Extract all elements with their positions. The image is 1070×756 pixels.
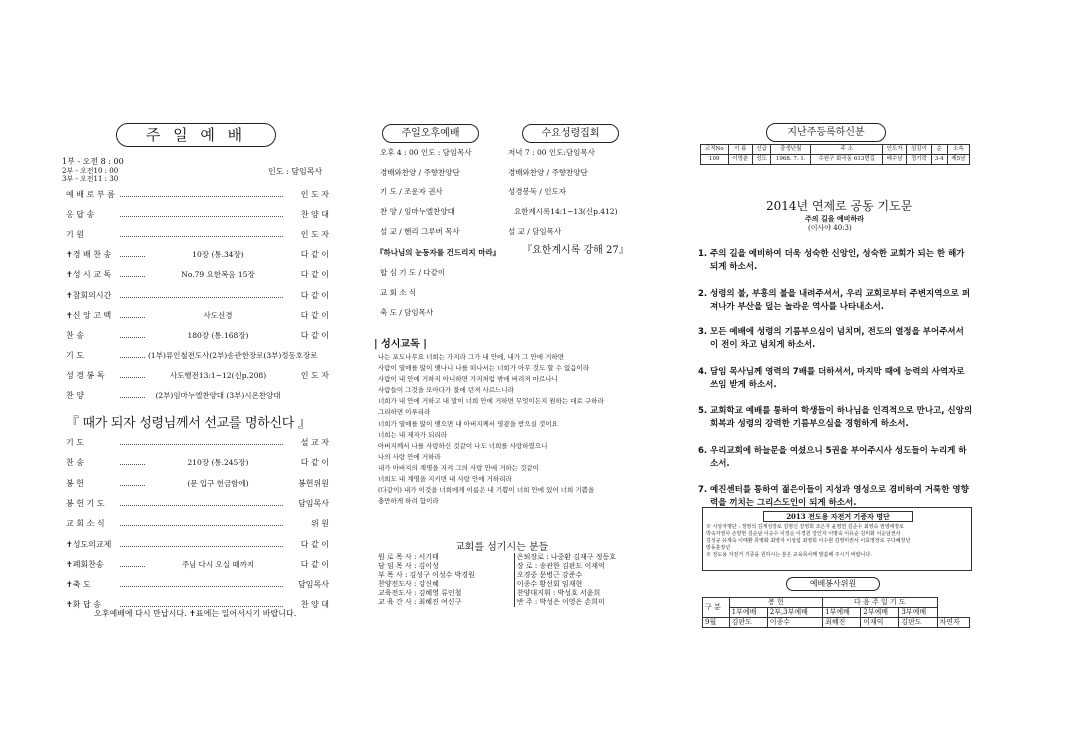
order-role: 인 도 자 — [300, 370, 329, 380]
prayer-text: 우리교회에 하늘문을 여셨으니 5권을 부어주시사 성도들이 누리게 하소서. — [710, 446, 967, 469]
order-label: 예 배 로 부 름 — [66, 190, 115, 199]
registrants-cell: 3-4 — [931, 155, 947, 165]
afternoon-row2: 축 도 / 담임목사 — [380, 308, 434, 317]
registrants-header-cell: 출생년월 — [771, 145, 811, 155]
order-row — [66, 269, 329, 281]
servers-row — [376, 589, 656, 598]
order-label: 찬 송 — [66, 330, 84, 340]
reading-line: 나는 포도나무요 너희는 가지라 그가 내 안에, 내가 그 안에 거하면 — [378, 353, 564, 361]
service-sub: 2부,3부예배 — [767, 608, 822, 618]
order-label: ✝폐회찬송 — [66, 559, 104, 569]
order-label: 봉 헌 기 도 — [66, 498, 105, 508]
registrants-cell: 1968. 7. 1. — [771, 155, 811, 165]
order-row — [66, 310, 329, 322]
order-row — [66, 209, 329, 221]
service-sub: 1부예배 — [823, 608, 861, 618]
prayer-text: 성령의 불, 부흥의 불을 내려주셔서, 우리 교회로부터 주변지역으로 퍼져나가 부산을 덮는 놀라운 역사를 나타내소서. — [710, 289, 971, 312]
prayer-number: 2. — [698, 289, 708, 299]
servers-cell: 담 임 목 사 : 김이성 — [376, 562, 514, 571]
prayer-item — [698, 366, 973, 392]
order-label: 기 도 — [66, 438, 84, 447]
registrants-header-cell: 인도자 — [882, 145, 906, 155]
order-label: 봉 헌 — [66, 478, 84, 488]
honor-line: 방동훈장년 — [706, 545, 731, 551]
order-detail: (문 입구 헌금함에) — [146, 478, 290, 489]
prayer-item — [698, 326, 973, 352]
servers-table — [376, 553, 656, 607]
prayer-number: 3. — [698, 327, 708, 337]
order-detail: (2부)임마누엘찬양대 (3부)시온찬양대 — [146, 390, 290, 401]
order-role: 봉헌위원 — [298, 478, 329, 488]
registrants-title: 지난주등록하신분 — [766, 123, 886, 142]
afternoon-row2: 교 회 소 식 — [380, 288, 417, 297]
leader-dots — [120, 505, 283, 506]
wednesday-time: 저녁 7 : 00 인도:담임목사 — [508, 148, 595, 157]
order-label: ✝참회의시간 — [66, 290, 112, 300]
order-row — [66, 518, 329, 530]
order-label: ✝성도의교제 — [66, 539, 112, 549]
servers-cell: 오경중 문병근 강준수 — [514, 571, 656, 580]
service-cell: 김판도 — [899, 618, 937, 628]
registrants-header-cell: 주 소 — [811, 145, 882, 155]
afternoon-row: 경배와찬양 / 주향찬양단 — [380, 168, 460, 177]
service-header-offering: 봉 헌 — [729, 598, 823, 608]
prayer-text: 담임 목사님께 영력의 7배를 더하셔서, 마지막 때에 능력의 사역자로 쓰임 받게 하소서. — [710, 367, 965, 390]
order-label: 찬 송 — [66, 458, 84, 468]
order-row — [66, 350, 329, 362]
honor-title: 2013 전도용 자전거 기증자 명단 — [763, 511, 913, 522]
leader-dots — [120, 297, 283, 298]
order-role: 다 같 이 — [300, 250, 329, 260]
servers-row — [376, 580, 656, 589]
reading-line: 나의 사랑 안에 거하라 — [378, 452, 441, 461]
reading-line: 아버지께서 나를 사랑하신 것같이 나도 너희를 사랑하였으니 — [378, 441, 548, 450]
servers-cell: 교 육 간 사 : 최혜진 여신구 — [376, 598, 514, 607]
prayer-item — [698, 248, 973, 274]
servers-cell: 은퇴장로 : 나중환 김재구 정동호 — [514, 553, 656, 562]
servers-cell: 장 로 : 송관한 김판도 이재억 — [514, 562, 656, 571]
prayer-number: 7. — [698, 485, 708, 495]
afternoon-time: 오후 4 : 00 인도 : 담임목사 — [380, 148, 472, 157]
order-row — [66, 539, 329, 551]
wednesday-row: 설 교 / 담임목사 — [508, 227, 562, 236]
service-committee-table — [702, 597, 970, 628]
order-role: 다 같 이 — [300, 539, 329, 549]
order-row — [66, 229, 329, 241]
reading-line: 사람이 열매를 많이 맺나니 나를 떠나서는 너희가 아무 것도 할 수 없음이라 — [378, 364, 590, 373]
registrants-cell: 배수남 — [882, 155, 906, 165]
reading-line: 그리하면 이루리라 — [378, 408, 431, 417]
order-detail: 10장 (통.34장) — [146, 249, 290, 260]
service-sub: 1부예배 — [729, 608, 767, 618]
prayer-number: 1. — [698, 249, 708, 259]
leader-dots — [120, 546, 283, 547]
left-footer: 오후예배에 다시 만납시다. ✝표에는 일어서시기 바랍니다. — [94, 609, 297, 618]
order-label: 성 경 봉 독 — [66, 370, 105, 380]
order-role: 찬 양 대 — [300, 210, 329, 220]
reading-line: 내가 아버지의 계명을 지켜 그의 사랑 안에 거하는 것같이 — [378, 463, 539, 472]
registrants-header-cell: 순 — [931, 145, 947, 155]
service-cell: 이종수 — [767, 618, 822, 628]
order-label: 찬 양 — [66, 391, 84, 400]
prayer-item — [698, 288, 973, 314]
servers-row — [376, 553, 656, 562]
prayer-reference: (이사야 40:3) — [808, 224, 852, 232]
leader-dots — [120, 606, 283, 607]
order-row — [66, 437, 329, 449]
leader-dots — [120, 586, 283, 587]
service-cell: 이재익 — [861, 618, 899, 628]
service-committee-title: 예배봉사위원 — [786, 577, 880, 591]
service-month: 9월 — [703, 618, 730, 628]
wednesday-row: 성경봉독 / 인도자 — [508, 187, 567, 196]
leader-dots — [120, 525, 283, 526]
order-role: 다 같 이 — [300, 290, 329, 300]
order-detail: (1부)류인철전도사(2부)송관한장로(3부)정동호장로 — [148, 350, 318, 360]
prayer-text: 주의 길을 예비하여 더욱 성숙한 신앙인, 성숙한 교회가 되는 한 해가 되게 하소서. — [710, 249, 965, 272]
order-label: 기 도 — [66, 350, 84, 360]
prayer-number: 4. — [698, 367, 708, 377]
servers-title: 교회를 섬기시는 분들 — [455, 542, 549, 553]
leader-dots — [120, 444, 283, 445]
order-role: 인 도 자 — [300, 230, 329, 240]
order-detail: 사도신경 — [146, 310, 290, 321]
sermon-title: 『 때가 되자 성령님께서 선교를 명하신다 』 — [66, 416, 311, 431]
order-row — [66, 579, 329, 591]
registrants-table — [700, 144, 970, 165]
order-row — [66, 498, 329, 510]
order-role: 다 같 이 — [300, 559, 329, 569]
service-time-1: 1부 - 오전 8 : 00 — [62, 157, 124, 166]
order-role: 인 도 자 — [300, 190, 329, 199]
order-role: 다 같 이 — [300, 330, 329, 340]
order-role: 위 원 — [311, 519, 329, 529]
order-role: 다 같 이 — [300, 458, 329, 468]
registrants-cell: 제5남 — [947, 155, 969, 165]
afternoon-row2: 합 심 기 도 / 다같이 — [380, 268, 446, 277]
order-row — [66, 457, 329, 469]
order-row — [66, 189, 329, 201]
servers-row — [376, 571, 656, 580]
afternoon-sermon: 『하나님의 눈동자를 건드리지 마라』 — [376, 248, 501, 257]
wednesday-row: 요한계시록14:1~13(신p.412) — [514, 207, 618, 216]
order-row — [66, 370, 329, 382]
reading-line: 사람들이 그것을 모아다가 불에 던져 사르느니라 — [378, 386, 514, 395]
order-role: 설 교 자 — [300, 438, 329, 447]
service-sub: 2부예배 — [861, 608, 899, 618]
leader-dots — [120, 216, 283, 217]
order-role: 담임목사 — [298, 498, 329, 508]
afternoon-row: 기 도 / 조운자 권사 — [380, 187, 443, 196]
service-time-3: 3부 - 오전11 : 30 — [62, 175, 119, 183]
service-times — [62, 157, 124, 183]
order-role: 다 같 이 — [300, 310, 329, 320]
service-cell: 김판도 — [729, 618, 767, 628]
registrants-header-cell: 교적No — [701, 145, 729, 155]
servers-cell: 찬양전도사 : 강신혜 — [376, 580, 514, 589]
wednesday-row: 경배와찬양 / 주향찬양단 — [508, 168, 588, 177]
order-row — [66, 559, 329, 571]
order-row — [66, 330, 329, 342]
honor-line: ※ 전도용 자전거 기증을 원하시는 분은 교육목사께 말씀해 주시기 바랍니다. — [706, 552, 872, 558]
prayer-text: 교회학교 예배를 통하여 학생들이 하나님을 인격적으로 만나고, 신앙의 회복과 성령의 강력한 기름부으심을 경험하게 하소서. — [710, 406, 973, 429]
order-detail: 180장 (통.168장) — [146, 330, 290, 341]
registrants-cell: 수원구 화곡동 613번길 — [811, 155, 882, 165]
servers-cell: 이종수 황선회 임재현 — [514, 580, 656, 589]
reading-line: 너희가 열매를 많이 맺으면 내 아버지께서 영광을 받으실 것이요 — [378, 419, 558, 428]
reading-line: 충만하게 하려 함이라 — [378, 497, 439, 506]
servers-cell: 찬양대지휘 : 박성호 서윤희 — [514, 589, 656, 598]
order-label: ✝신 앙 고 백 — [66, 310, 112, 320]
servers-row — [376, 562, 656, 571]
prayer-number: 5. — [698, 406, 708, 416]
honor-line: 김성규 유재숙 이태환 류병화 최영자 이상섭 최영희 이수현 김영미권사 이효영장로 구다혜장년 — [706, 538, 911, 544]
order-row — [66, 249, 329, 261]
reading-line: (다같이) 내가 이것을 너희에게 이름은 내 기쁨이 너희 안에 있어 너희 기쁨을 — [378, 486, 595, 495]
servers-cell: 반 주 : 박성은 이영은 손희미 — [514, 598, 656, 607]
order-role: 찬 양 대 — [300, 600, 329, 610]
registrants-row — [701, 155, 970, 165]
order-label: 기 원 — [66, 230, 84, 240]
registrants-header-cell: 소속 — [947, 145, 969, 155]
service-cell: 차연자 — [937, 618, 969, 628]
leader-dots — [120, 196, 283, 197]
registrants-header-cell: 섬김이 — [907, 145, 931, 155]
service-leader: 인도 : 담임목사 — [268, 167, 323, 176]
reading-line: 사람이 내 안에 거하지 아니하면 가지처럼 밖에 버려져 마르나니 — [378, 375, 558, 384]
registrants-header-cell: 이 름 — [728, 145, 752, 155]
prayer-number: 6. — [698, 446, 708, 456]
order-row — [66, 290, 329, 302]
order-role: 담임목사 — [298, 580, 329, 590]
servers-cell: 교육전도사 : 김혜영 류인철 — [376, 589, 514, 598]
afternoon-service-title: 주일오후예배 — [382, 124, 479, 143]
prayer-item — [698, 445, 973, 471]
order-detail: 사도행전13:1~12(신p.208) — [146, 370, 290, 381]
reading-line: 너희도 내 계명을 지키면 내 사랑 안에 거하리라 — [378, 475, 512, 484]
prayer-text: 예진센터를 통하여 젊은이들이 지성과 영성으로 겸비하여 거룩한 영향력을 끼치는 그리스도인이 되게 하소서. — [710, 485, 969, 508]
order-role: 다 같 이 — [300, 270, 329, 280]
honor-line: ※ 시상자명단 : 정영석 김재성장로 김영신 강영희 조은자 윤영연 김준수 최영숙 권영애장로 — [706, 524, 905, 530]
prayer-subtitle: 주의 길을 예비하라 — [805, 214, 864, 223]
prayer-item — [698, 405, 973, 431]
reading-line: 너희가 내 안에 거하고 내 말이 너희 안에 거하면 무엇이든지 원하는 대로 구하라 — [378, 397, 604, 406]
order-detail: 주님 다시 오실 때까지 — [146, 559, 290, 570]
order-detail: No.79 요한복음 15장 — [146, 269, 290, 280]
servers-row — [376, 598, 656, 607]
order-row — [66, 390, 329, 402]
service-sub: 3부예배 — [899, 608, 937, 618]
order-label: ✝경 배 찬 송 — [66, 250, 112, 260]
honor-line: 박숙자권사 손양현 김순남 이승수 이정순 이경원 강인자 이명숙 이유순 김미화 이순남권사 — [706, 531, 901, 537]
order-label: ✝성 시 교 독 — [66, 270, 112, 280]
order-label: ✝축 도 — [66, 580, 91, 590]
prayer-text: 모든 예배에 성령의 기름부으심이 넘치며, 전도의 열정을 부어주셔서 이 전이 차고 넘치게 하소서. — [710, 327, 964, 350]
main-service-title: 주 일 예 배 — [116, 123, 276, 147]
servers-cell: 부 목 사 : 김성구 이성수 박경원 — [376, 571, 514, 580]
registrants-cell: 정기락 — [907, 155, 931, 165]
order-label: ✝화 답 송 — [66, 600, 101, 610]
order-label: 응 답 송 — [66, 210, 95, 220]
afternoon-row: 설 교 / 헨리 그루버 목사 — [380, 227, 460, 236]
leader-dots — [120, 236, 283, 237]
service-cell: 최혜진 — [823, 618, 861, 628]
afternoon-row: 찬 양 / 임마누엘찬양대 — [380, 207, 455, 216]
order-label: 교 회 소 식 — [66, 519, 105, 529]
order-row — [66, 478, 329, 490]
service-header-prayer: 다 음 주 일 기 도 — [823, 598, 937, 608]
registrants-cell: 성도 — [752, 155, 770, 165]
service-header-division: 구 분 — [703, 598, 730, 618]
wednesday-sermon: 『요한계시록 강해 27』 — [522, 245, 629, 256]
registrants-cell: 이영춘 — [728, 155, 752, 165]
reading-title: | 성시교독 | — [374, 339, 427, 350]
prayer-title: 2014년 연제로 공동 기도문 — [766, 199, 913, 213]
registrants-header-cell: 신급 — [752, 145, 770, 155]
registrants-cell: 109 — [701, 155, 729, 165]
servers-cell: 원 로 목 사 : 서기태 — [376, 553, 514, 562]
honor-box — [702, 507, 972, 571]
reading-line: 너희는 내 제자가 되리라 — [378, 430, 447, 439]
wednesday-service-title: 수요성령집회 — [522, 124, 619, 143]
registrants-header-row — [701, 145, 970, 155]
order-detail: 210장 (통.245장) — [146, 457, 290, 468]
reading-body — [378, 352, 658, 507]
service-time-2: 2부 - 오전10 : 00 — [62, 167, 119, 175]
